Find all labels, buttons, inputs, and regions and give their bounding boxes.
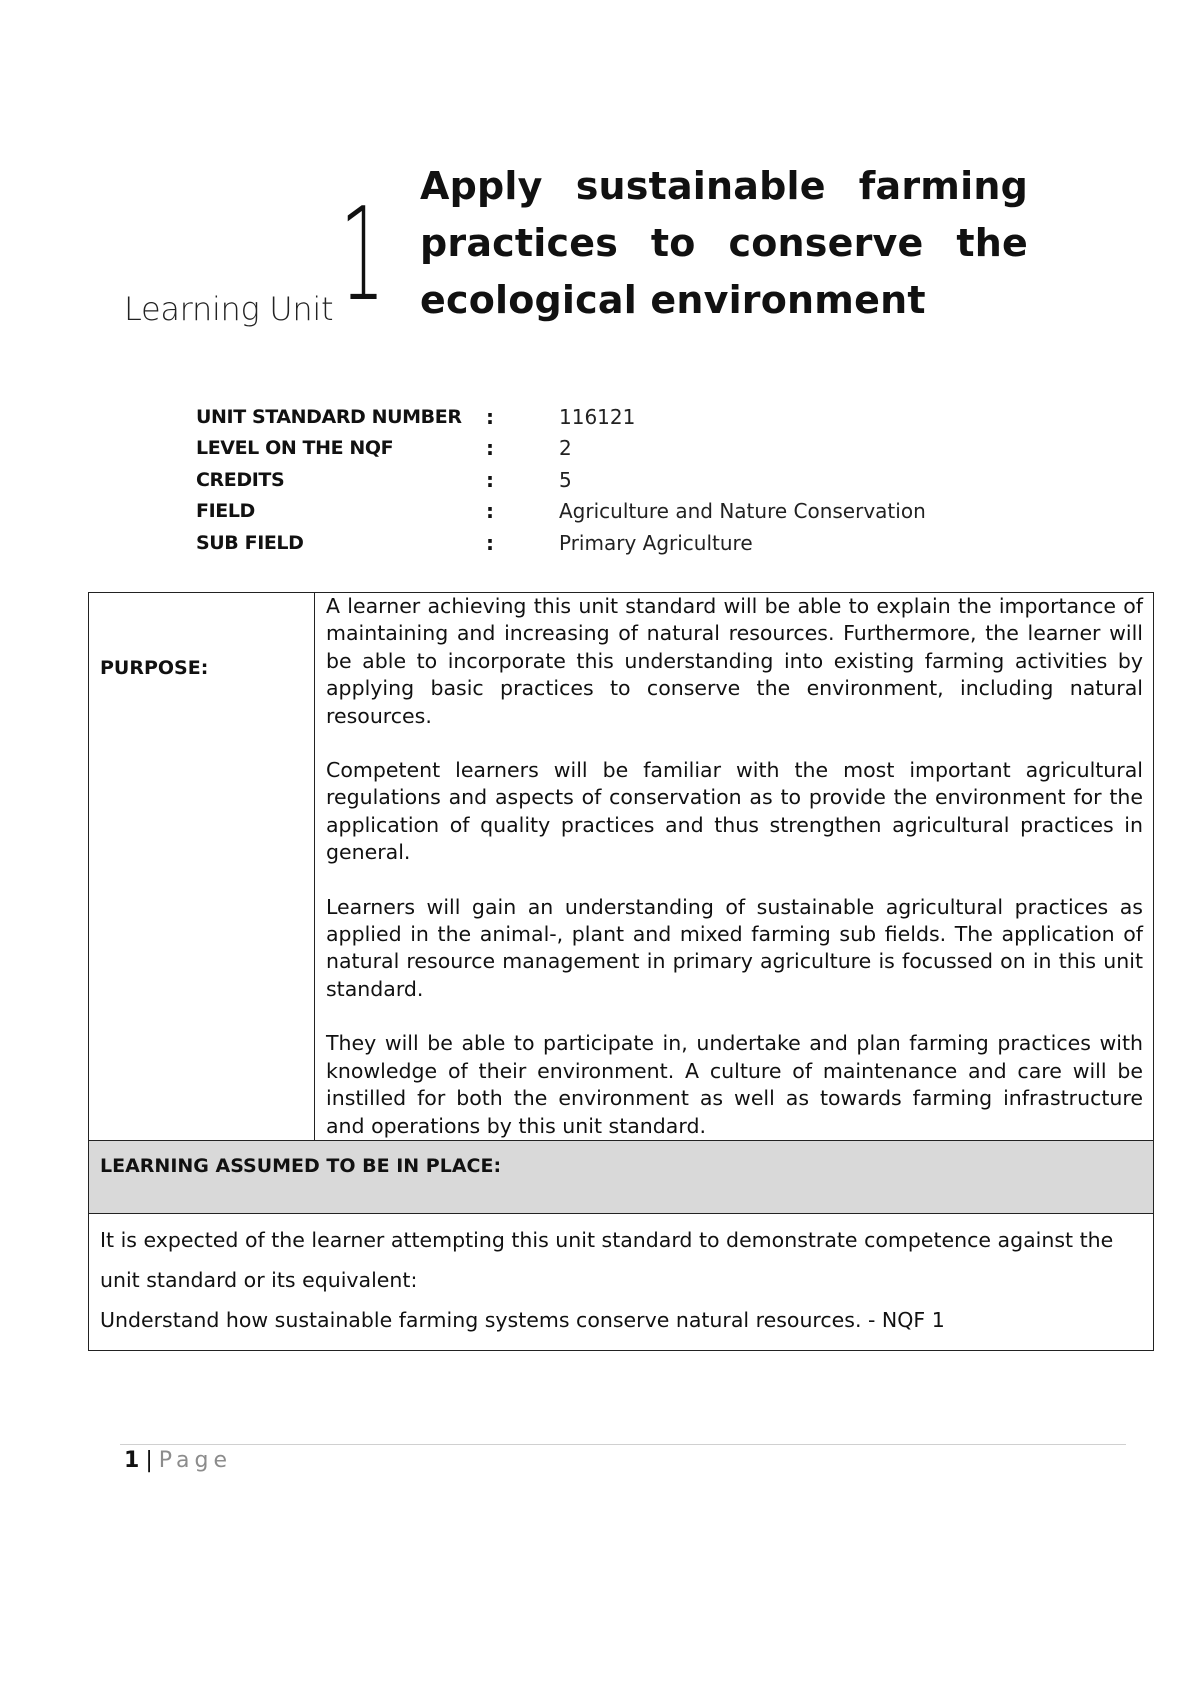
footer-separator: | [145, 1448, 153, 1473]
purpose-label: PURPOSE: [89, 593, 315, 1140]
meta-label: LEVEL ON THE NQF [196, 437, 394, 460]
meta-colon: : [486, 404, 494, 429]
page-word: Page [158, 1448, 232, 1473]
meta-label: SUB FIELD [196, 531, 304, 554]
meta-row-level [196, 433, 1016, 465]
footer-divider [120, 1444, 1126, 1445]
unit-metadata [196, 401, 1016, 559]
meta-label: CREDITS [196, 468, 285, 491]
unit-standard-table [88, 592, 1154, 1351]
meta-row-credits [196, 464, 1016, 496]
meta-value: 2 [559, 436, 572, 461]
meta-colon: : [486, 530, 494, 555]
purpose-row [89, 593, 1153, 1141]
unit-title: Apply sustainable farming practices to conserve the ecological environment [420, 164, 1028, 322]
meta-value: 5 [559, 467, 572, 492]
learning-assumed-body [89, 1214, 1153, 1350]
meta-row-sub-field [196, 527, 1016, 559]
learning-unit-number: 1 [340, 181, 385, 330]
page-footer [124, 1448, 232, 1473]
document-header [0, 0, 1200, 340]
meta-colon: : [486, 499, 494, 524]
purpose-paragraph: They will be able to participate in, undertake and plan farming practices with knowledge of their environment. A culture of maintenance and care will be instilled for both the environment as well as towards farming infrastructure and operations by this unit standard. [326, 1031, 1143, 1138]
meta-row-field [196, 496, 1016, 528]
meta-colon: : [486, 436, 494, 461]
meta-value: Primary Agriculture [559, 530, 753, 555]
purpose-paragraph: Competent learners will be familiar with the most important agricultural regulations and aspects of conservation as to provide the environment for the application of quality practices and thus strengthen agricultural practices in general. [326, 758, 1143, 865]
learning-unit-label: Learning Unit [124, 290, 334, 328]
meta-colon: : [486, 467, 494, 492]
purpose-text [315, 593, 1153, 1140]
meta-label: FIELD [196, 500, 255, 523]
meta-row-unit-standard-number [196, 401, 1016, 433]
meta-value: 116121 [559, 404, 636, 429]
purpose-paragraph: Learners will gain an understanding of sustainable agricultural practices as applied in the animal-, plant and mixed farming sub fields. The application of natural resource management in primary agriculture is focussed on in this unit standard. [326, 894, 1143, 1001]
page-number: 1 [124, 1448, 140, 1473]
learning-assumed-item: Understand how sustainable farming systems conserve natural resources. - NQF 1 [100, 1307, 945, 1332]
meta-value: Agriculture and Nature Conservation [559, 499, 926, 524]
learning-assumed-header: LEARNING ASSUMED TO BE IN PLACE: [89, 1141, 1153, 1214]
meta-label: UNIT STANDARD NUMBER [196, 405, 462, 428]
purpose-paragraph: A learner achieving this unit standard will be able to explain the importance of maintaining and increasing of natural resources. Furthermore, the learner will be able to incorporate this understanding into existing farming activities by applying basic practices to conserve the environment, including natural resources. [326, 594, 1143, 728]
learning-assumed-intro: It is expected of the learner attempting this unit standard to demonstrate competence against the unit standard or its equivalent: [100, 1227, 1114, 1292]
